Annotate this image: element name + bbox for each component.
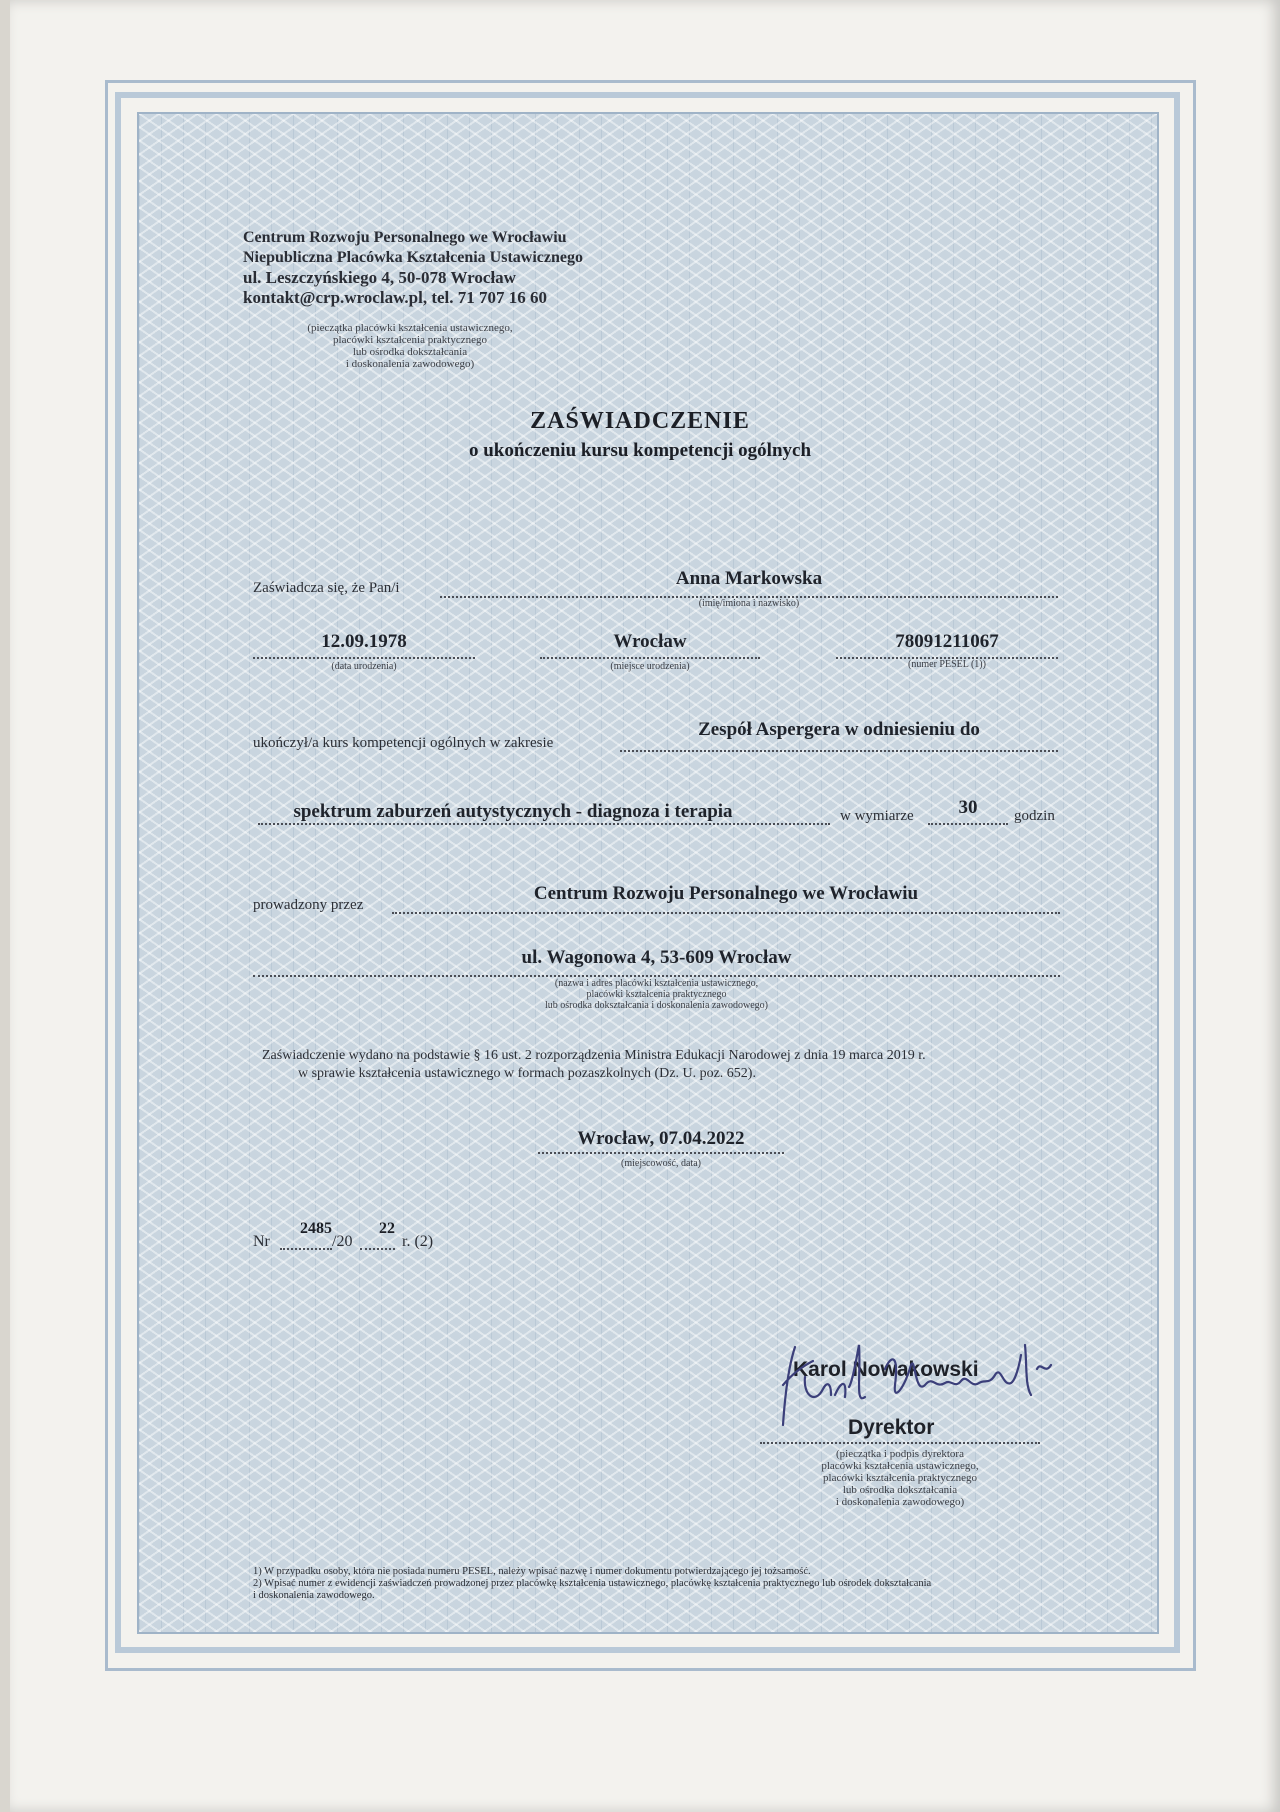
number-value: 2485 [300,1220,332,1237]
footnote-1: 1) W przypadku osoby, która nie posiada numeru PESEL, należy wpisać nazwę i numer dokumentu potwierdzającego jej tożsamość. [253,1566,811,1577]
document-title: ZAŚWIADCZENIE [530,408,750,434]
course-label: ukończył/a kurs kompetencji ogólnych w zakresie [253,735,554,751]
signature-dotline [760,1432,1040,1444]
stamp-caption [280,322,540,370]
place-date-caption: (miejscowość, data) [621,1158,701,1169]
stamp-line-1: Centrum Rozwoju Personalnego we Wrocławiu [243,229,567,246]
organizer-name: Centrum Rozwoju Personalnego we Wrocławiu [533,883,919,904]
year-dotline [360,1238,395,1250]
birth-place: Wrocław [613,631,687,652]
number-year: 22 [379,1220,395,1237]
stamp-line-4: kontakt@crp.wroclaw.pl, tel. 71 707 16 60 [243,288,548,307]
person-label: Zaświadcza się, że Pan/i [253,580,400,596]
number-suffix: r. (2) [402,1233,434,1250]
legal-basis-line-2: w sprawie kształcenia ustawicznego w formach pozaszkolnych (Dz. U. poz. 652). [298,1066,756,1081]
organizer-caption-line: (nazwa i adres placówki kształcenia ustawicznego, [554,978,759,989]
signature-caption-line: placówki kształcenia praktycznego [823,1472,977,1484]
institution-stamp [243,228,583,308]
hours-unit: godzin [1014,808,1055,824]
signature-caption-line: lub ośrodka dokształcania [842,1484,958,1496]
signatory-role: Dyrektor [848,1416,935,1439]
stamp-caption-line: i doskonalenia zawodowego) [345,358,475,370]
signature-caption-line: placówki kształcenia ustawicznego, [821,1460,979,1472]
course-topic-line-2: spektrum zaburzeń autystycznych - diagnoza i terapia [293,801,733,822]
organizer-address: ul. Wagonowa 4, 53-609 Wrocław [521,947,792,968]
birth-place-caption: (miejsce urodzenia) [610,661,690,672]
footnote-2: 2) Wpisać numer z ewidencji zaświadczeń prowadzonej przez placówkę kształcenia ustawicznego, placówkę kształcenia praktycznego lub ośrodek dokształcania [253,1578,932,1589]
organizer-caption-line: lub ośrodka dokształcania i doskonalenia zawodowego) [545,1000,768,1011]
pesel-caption: (numer PESEL (1)) [908,659,986,670]
organizer-caption [253,978,1060,1011]
pesel-number: 78091211067 [895,631,999,652]
name-caption: (imię/imiona i nazwisko) [698,598,800,609]
stamp-caption-line: placówki kształcenia praktycznego [333,334,487,346]
stamp-line-2: Niepubliczna Placówka Kształcenia Ustawicznego [243,249,583,266]
footnote-2-continued: i doskonalenia zawodowego. [253,1590,375,1601]
birth-date: 12.09.1978 [321,631,407,652]
hours-label: w wymiarze [840,808,914,824]
signature-caption-line: i doskonalenia zawodowego) [835,1496,965,1508]
signature-caption-line: (pieczątka i podpis dyrektora [836,1448,964,1460]
stamp-line-3: ul. Leszczyńskiego 4, 50-078 Wrocław [243,268,516,287]
course-topic-line-1: Zespół Aspergera w odniesieniu do [698,719,980,740]
organizer-label: prowadzony przez [253,897,364,913]
footnotes [253,1566,1063,1602]
birth-date-caption: (data urodzenia) [331,661,397,672]
stamp-caption-line: (pieczątka placówki kształcenia ustawicznego, [307,322,513,334]
signatory-name: Karol Nowakowski [793,1358,979,1381]
document-subtitle: o ukończeniu kursu kompetencji ogólnych [468,440,812,461]
hours-value: 30 [958,797,978,818]
stamp-caption-line: lub ośrodka dokształcania [352,346,468,358]
number-year-prefix: /20 [332,1233,353,1250]
number-prefix: Nr [253,1233,270,1250]
course-topic-dotline-1 [620,740,1058,752]
organizer-caption-line: placówki kształcenia praktycznego [586,989,727,1000]
person-name: Anna Markowska [675,568,823,589]
legal-basis-line-1: Zaświadczenie wydano na podstawie § 16 ust. 2 rozporządzenia Ministra Edukacji Narodowej z dnia 19 marca 2019 r. [262,1048,926,1063]
number-dotline [280,1238,332,1250]
place-date: Wrocław, 07.04.2022 [577,1128,745,1149]
signature-caption [780,1448,1020,1508]
